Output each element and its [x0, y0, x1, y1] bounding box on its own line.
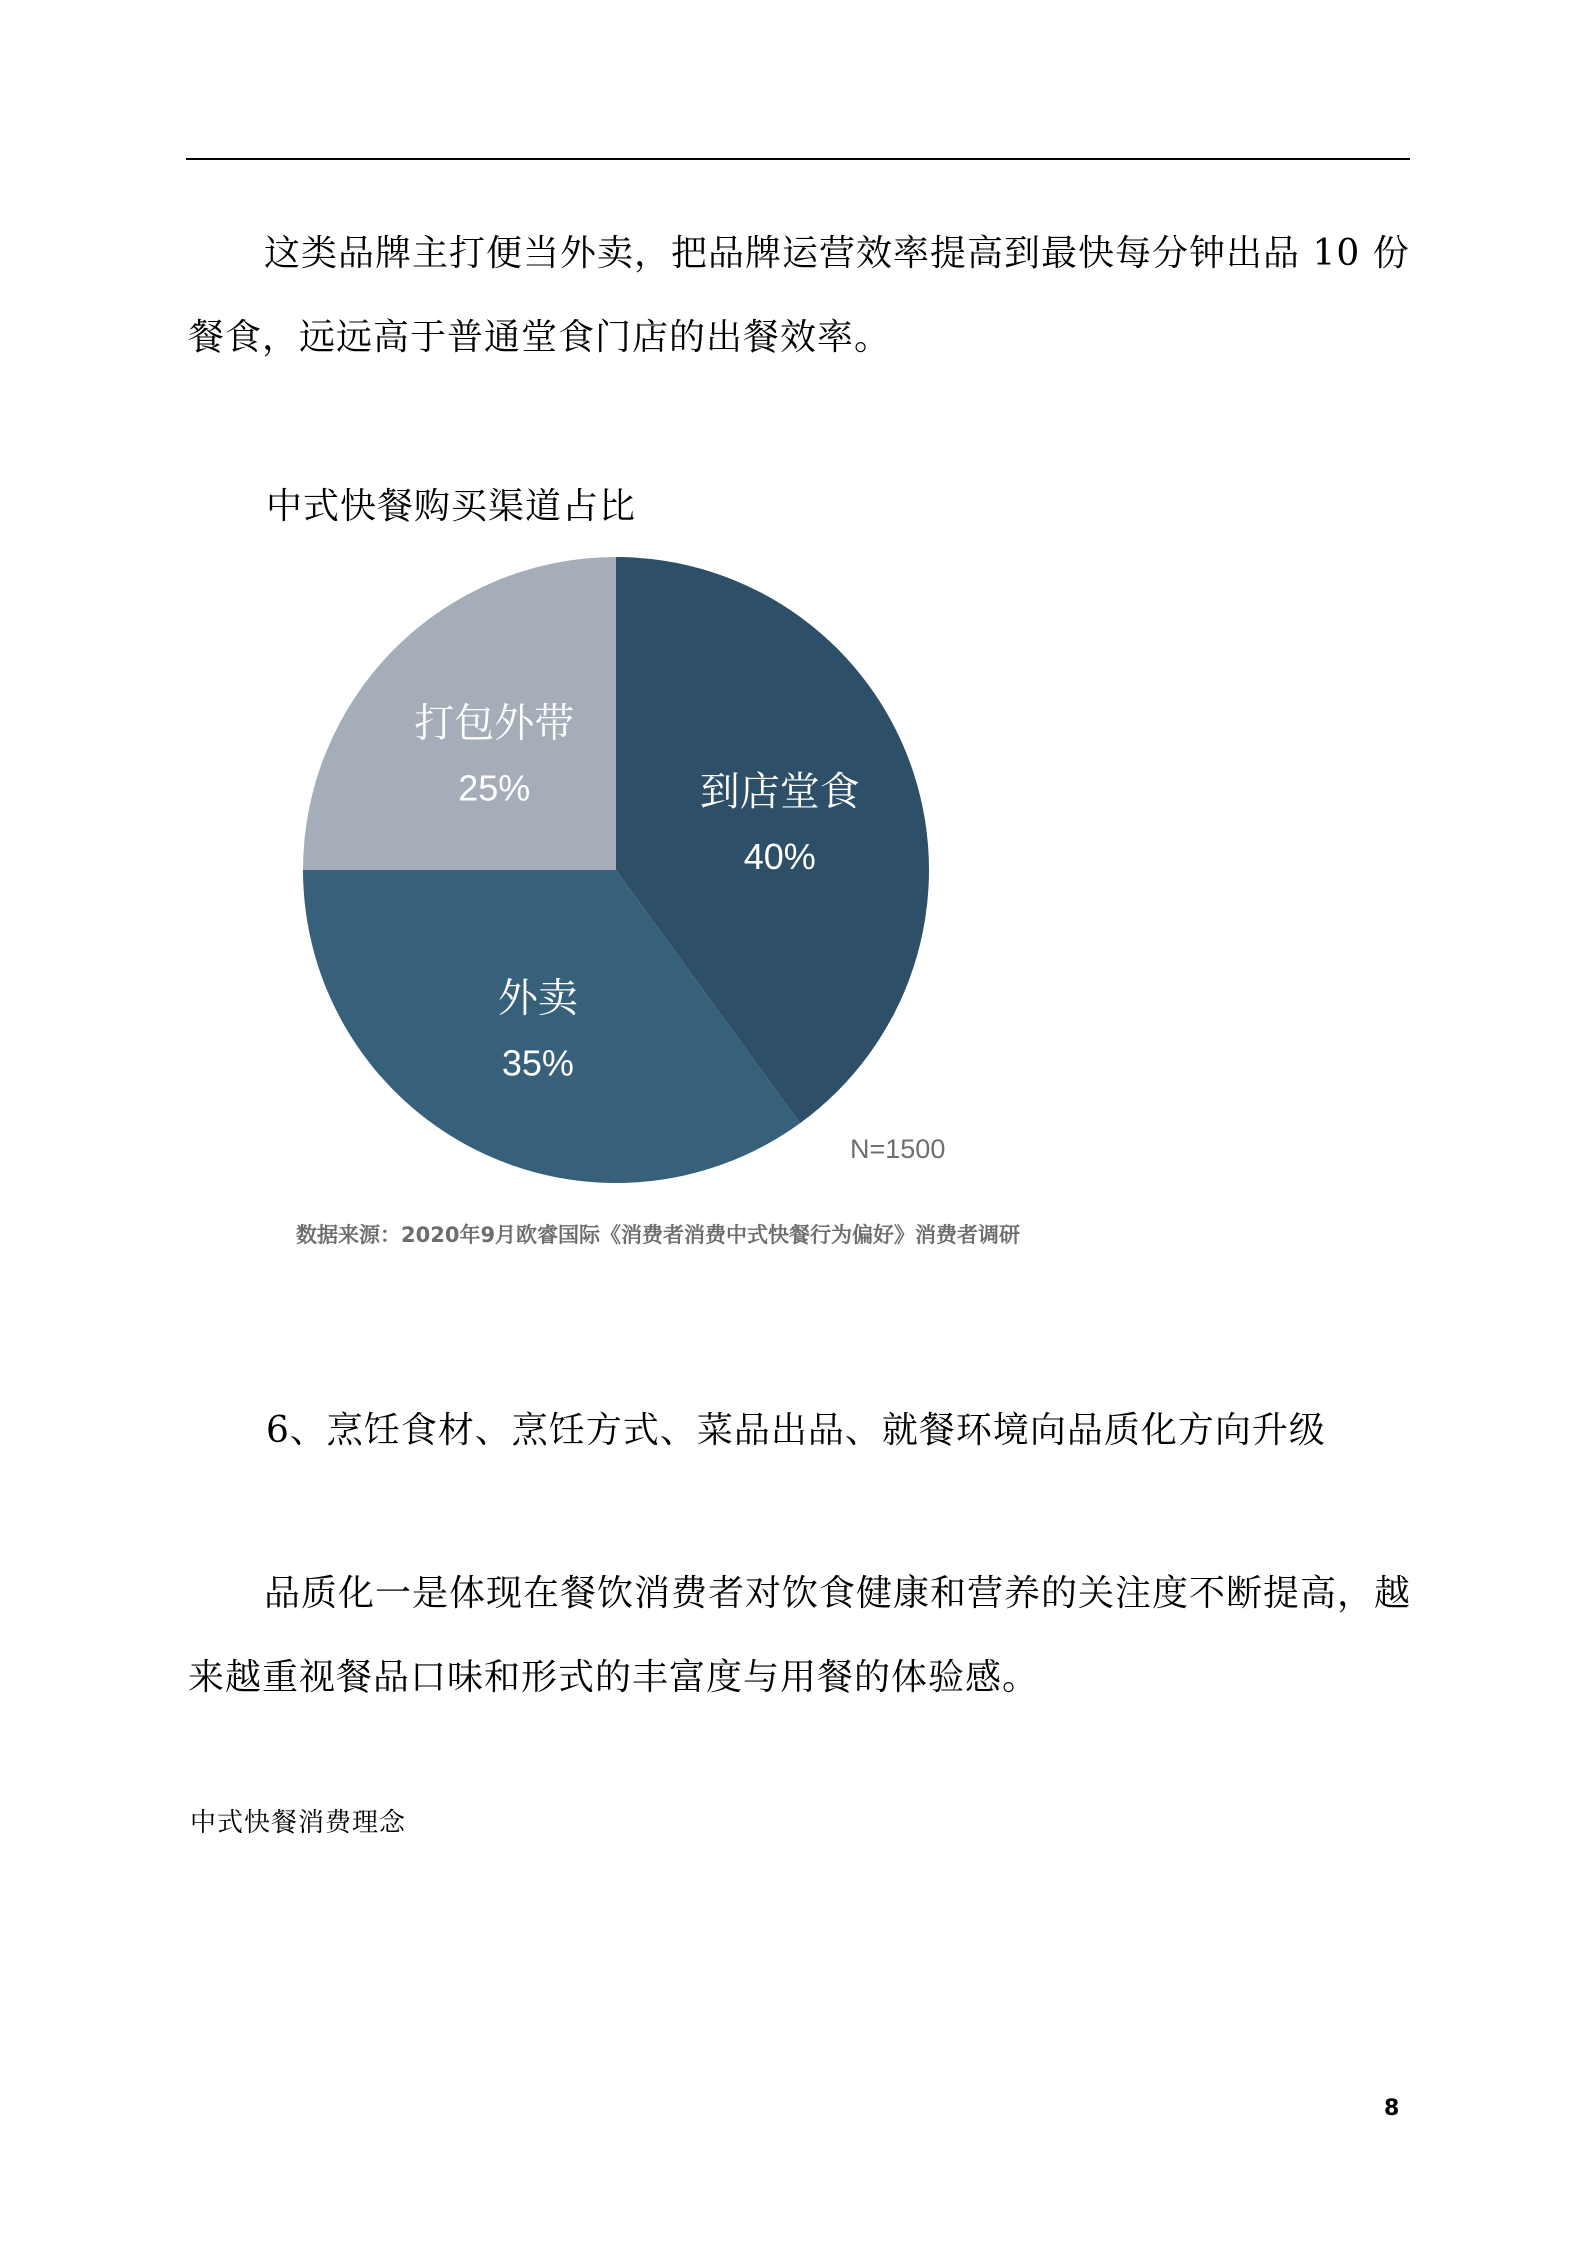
slice-label-takeaway: 打包外带: [414, 700, 575, 747]
chart-title: 中式快餐购买渠道占比: [266, 486, 637, 527]
slice-value-takeaway: 25%: [458, 767, 531, 809]
page-number: 8: [1384, 2096, 1400, 2121]
pie-chart: [280, 550, 1000, 1320]
header-rule: [186, 158, 1410, 160]
section-heading: 6、烹饪食材、烹饪方式、菜品出品、就餐环境向品质化方向升级: [266, 1410, 1326, 1451]
chart-source: 数据来源：2020年9月欧睿国际《消费者消费中式快餐行为偏好》消费者调研: [296, 1223, 1021, 1247]
slice-value-dine-in: 40%: [743, 835, 816, 877]
chart-note: N=1500: [850, 1134, 946, 1164]
slice-label-delivery: 外卖: [497, 975, 578, 1022]
subheading: 中式快餐消费理念: [190, 1808, 407, 1838]
paragraph-2: 品质化一是体现在餐饮消费者对饮食健康和营养的关注度不断提高，越来越重视餐品口味和形式的丰富度与用餐的体验感。: [188, 1573, 1412, 1698]
slice-value-delivery: 35%: [501, 1042, 574, 1084]
slice-label-dine-in: 到店堂食: [699, 768, 860, 815]
paragraph-1: 这类品牌主打便当外卖，把品牌运营效率提高到最快每分钟出品 10 份餐食，远远高于普通堂食门店的出餐效率。: [188, 233, 1410, 358]
